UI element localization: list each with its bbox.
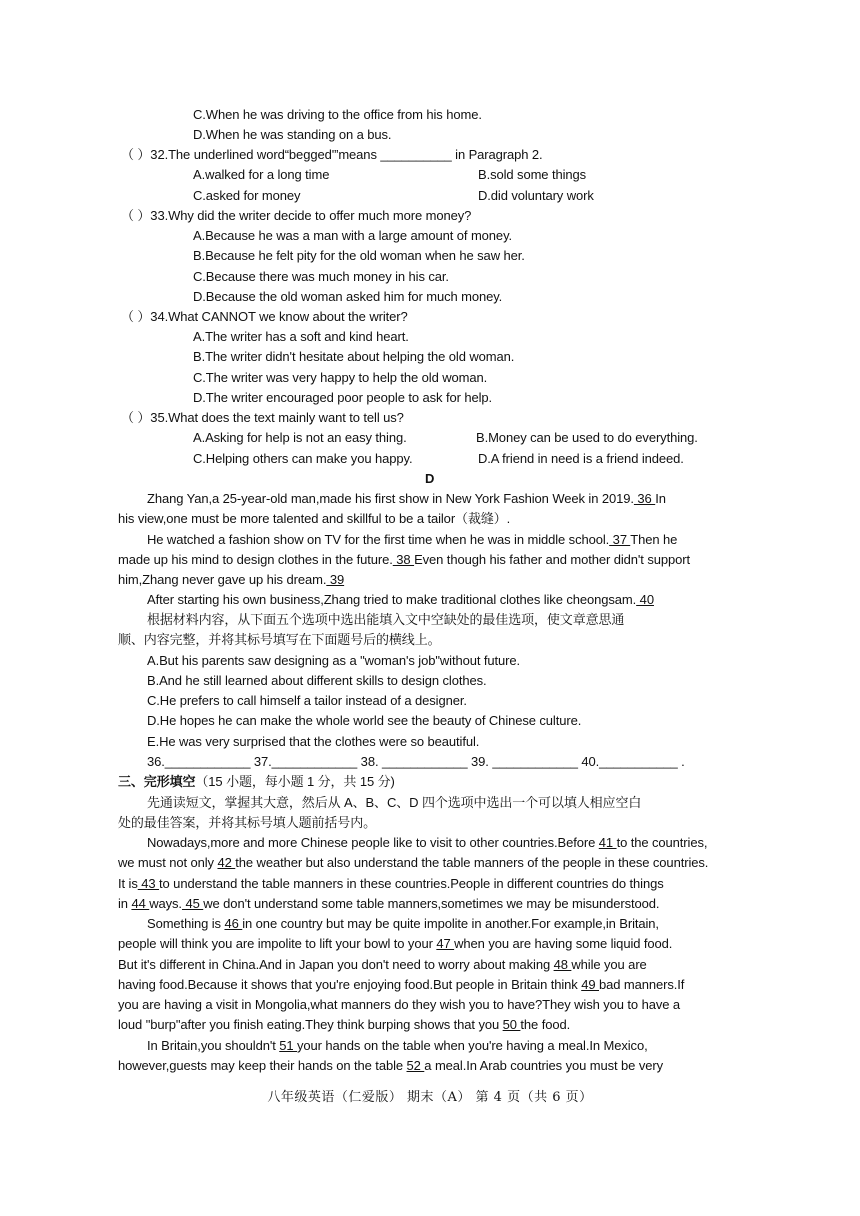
q31-option-d: D.When he was standing on a bus. [193, 127, 392, 142]
cloze-line: however,guests may keep their hands on the table 52 a meal.In Arab countries you must be very [118, 1058, 663, 1073]
q31-option-c: C.When he was driving to the office from his home. [193, 107, 482, 122]
cloze-line: Nowadays,more and more Chinese people like to visit to other countries.Before 41 to the countries, [147, 835, 708, 850]
passage-line: Zhang Yan,a 25-year-old man,made his first show in New York Fashion Week in 2019. 36 In [147, 491, 666, 506]
cloze-blank: 42 [217, 855, 236, 870]
section-instruction: 先通读短文，掌握其大意，然后从 A、B、C、D 四个选项中选出一个可以填人相应空白 [147, 795, 642, 810]
cloze-blank: 48 [553, 957, 572, 972]
q35-option-c: C.Helping others can make you happy. [193, 451, 413, 466]
option-e: E.He was very surprised that the clothes were so beautiful. [147, 734, 480, 749]
q33-option-c: C.Because there was much money in his car. [193, 269, 449, 284]
blank-38: 38 [392, 552, 415, 567]
q34-option-a: A.The writer has a soft and kind heart. [193, 329, 409, 344]
cloze-line: But it's different in China.And in Japan you don't need to worry about making 48 while you are [118, 957, 647, 972]
passage-line: After starting his own business,Zhang tried to make traditional clothes like cheongsam. 40 [147, 592, 654, 607]
cloze-line: in 44 ways. 45 we don't understand some table manners,sometimes we may be misunderstood. [118, 896, 660, 911]
q33-option-a: A.Because he was a man with a large amount of money. [193, 228, 513, 243]
cloze-line: loud "burp"after you finish eating.They think burping shows that you 50 the food. [118, 1017, 571, 1032]
page-footer: 八年级英语（仁爱版） 期末（A） 第 4 页（共 6 页） [267, 1090, 593, 1105]
q34-option-c: C.The writer was very happy to help the old woman. [193, 370, 488, 385]
cloze-blank: 43 [137, 876, 160, 891]
blank-40: 40 [636, 592, 654, 607]
cloze-line: you are having a visit in Mongolia,what manners do they wish you to have?They wish you to have a [118, 997, 681, 1012]
q32-option-d: D.did voluntary work [478, 188, 594, 203]
q35-option-b: B.Money can be used to do everything. [476, 430, 698, 445]
cloze-blank: 44 [131, 896, 150, 911]
q33-option-d: D.Because the old woman asked him for much money. [193, 289, 503, 304]
cloze-line: having food.Because it shows that you're enjoying food.But people in Britain think 49 bad manners.If [118, 977, 685, 992]
section-title: 三、完形填空（15 小题，每小题 1 分，共 15 分) [118, 774, 395, 789]
cloze-blank: 45 [181, 896, 204, 911]
q34-option-b: B.The writer didn't hesitate about helping the old woman. [193, 349, 515, 364]
cloze-blank: 49 [581, 977, 599, 992]
blank-39: 39 [326, 572, 345, 587]
option-d: D.He hopes he can make the whole world see the beauty of Chinese culture. [147, 713, 582, 728]
q32-option-c: C.asked for money [193, 188, 301, 203]
cloze-blank: 51 [279, 1038, 298, 1053]
cloze-blank: 52 [406, 1058, 425, 1073]
passage-heading: D [425, 471, 435, 486]
cloze-blank: 41 [598, 835, 617, 850]
q32-option-b: B.sold some things [478, 167, 587, 182]
cloze-line: people will think you are impolite to lift your bowl to your 47 when you are having some liquid food. [118, 936, 673, 951]
passage-instruction: 根据材料内容，从下面五个选项中选出能填入文中空缺处的最佳选项，使文章意思通 [147, 612, 625, 627]
q34-option-d: D.The writer encouraged poor people to ask for help. [193, 390, 493, 405]
passage-line: He watched a fashion show on TV for the first time when he was in middle school. 37 Then he [147, 532, 678, 547]
cloze-blank: 46 [224, 916, 243, 931]
cloze-line: In Britain,you shouldn't 51 your hands on the table when you're having a meal.In Mexico, [147, 1038, 648, 1053]
option-a: A.But his parents saw designing as a "woman's job"without future. [147, 653, 521, 668]
passage-line: his view,one must be more talented and skillful to be a tailor（裁缝）. [118, 511, 511, 526]
cloze-blank: 47 [436, 936, 455, 951]
cloze-line: Something is 46 in one country but may be quite impolite in another.For example,in Britain, [147, 916, 659, 931]
q35-stem: （ ）35.What does the text mainly want to tell us? [121, 410, 404, 425]
blank-36: 36 [633, 491, 656, 506]
cloze-line: It is 43 to understand the table manners in these countries.People in different countries do things [118, 876, 664, 891]
q32-stem: （ ）32.The underlined word“begged'”means __________ in Paragraph 2. [121, 147, 543, 162]
answer-line: 36.____________ 37.____________ 38. ____________ 39. ____________ 40.___________ . [147, 754, 685, 769]
section-instruction: 处的最佳答案，并将其标号填人题前括号内。 [118, 815, 377, 830]
q35-option-a: A.Asking for help is not an easy thing. [193, 430, 407, 445]
passage-line: made up his mind to design clothes in the future. 38 Even though his father and mother didn't support [118, 552, 690, 567]
cloze-blank: 50 [502, 1017, 521, 1032]
cloze-line: we must not only 42 the weather but also understand the table manners of the people in these countries. [118, 855, 709, 870]
q34-stem: （ ）34.What CANNOT we know about the writer? [121, 309, 408, 324]
q33-option-b: B.Because he felt pity for the old woman when he saw her. [193, 248, 525, 263]
passage-instruction: 顺、内容完整，并将其标号填写在下面题号后的横线上。 [118, 632, 441, 647]
q35-option-d: D.A friend in need is a friend indeed. [478, 451, 684, 466]
option-b: B.And he still learned about different skills to design clothes. [147, 673, 487, 688]
passage-line: him,Zhang never gave up his dream. 39 [118, 572, 345, 587]
q33-stem: （ ）33.Why did the writer decide to offer much more money? [121, 208, 472, 223]
blank-37: 37 [609, 532, 631, 547]
q32-option-a: A.walked for a long time [193, 167, 330, 182]
option-c: C.He prefers to call himself a tailor instead of a designer. [147, 693, 467, 708]
